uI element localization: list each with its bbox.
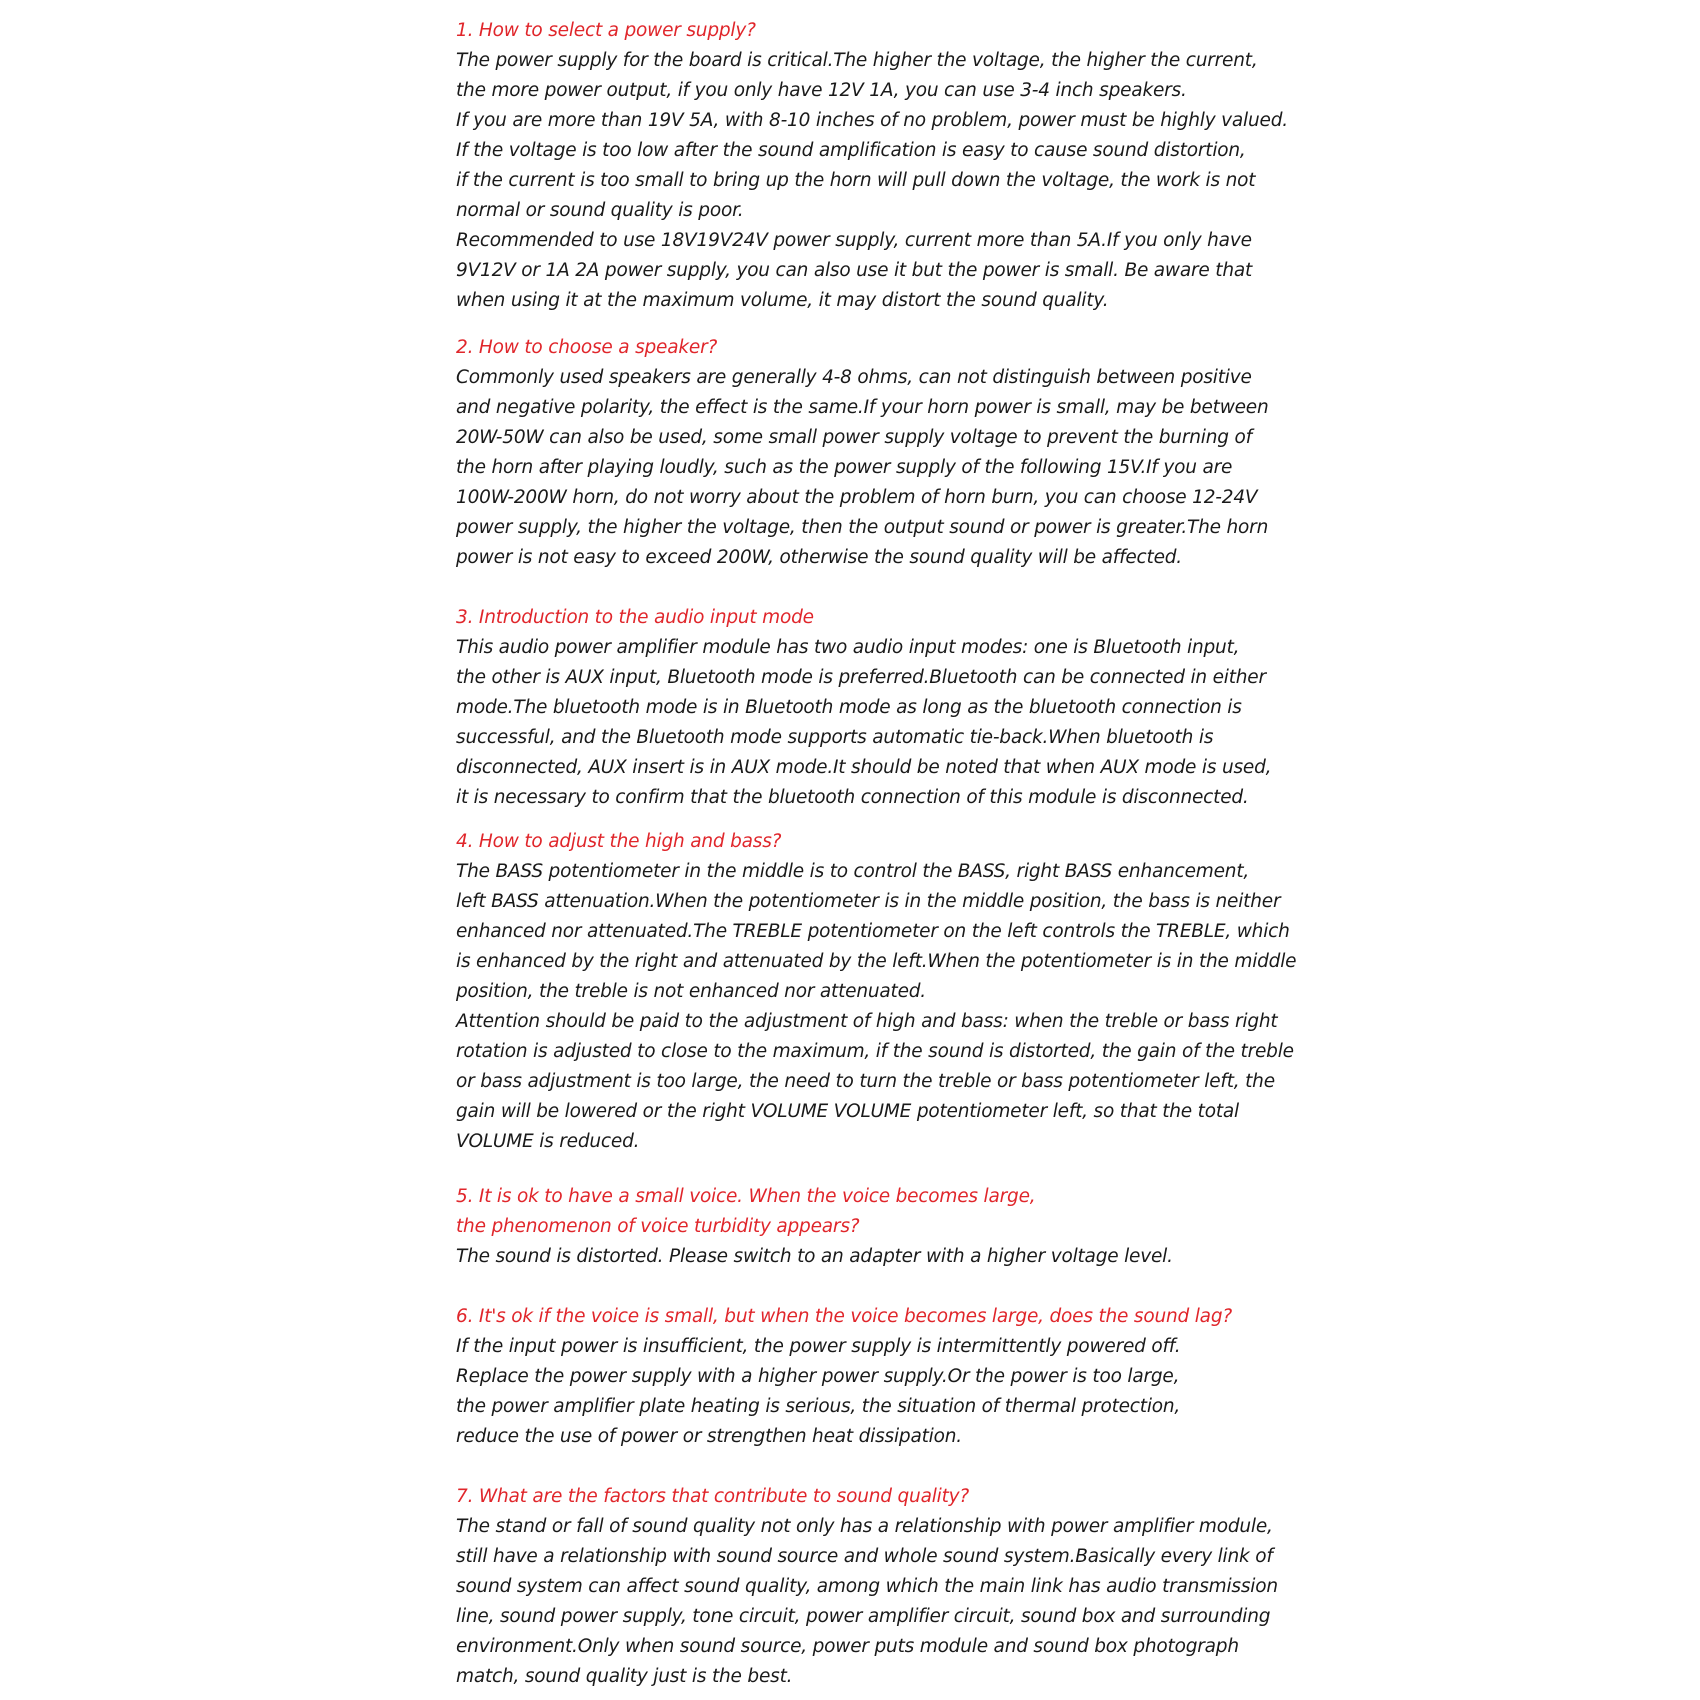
answer-line: power supply, the higher the voltage, then the output sound or power is greater.The horn xyxy=(456,517,1269,538)
answer-line: if the current is too small to bring up the horn will pull down the voltage, the work is not xyxy=(456,170,1256,191)
answer-line: VOLUME is reduced. xyxy=(456,1131,640,1152)
answer-line: normal or sound quality is poor. xyxy=(456,200,744,221)
answer-line: line, sound power supply, tone circuit, power amplifier circuit, sound box and surrounding xyxy=(456,1606,1271,1627)
answer-line: sound system can affect sound quality, among which the main link has audio transmission xyxy=(456,1576,1278,1597)
question-heading: 3. Introduction to the audio input mode xyxy=(456,607,814,628)
answer-line: still have a relationship with sound source and whole sound system.Basically every link of xyxy=(456,1546,1273,1567)
question-heading: 5. It is ok to have a small voice. When the voice becomes large, xyxy=(456,1186,1036,1207)
answer-line: Replace the power supply with a higher power supply.Or the power is too large, xyxy=(456,1366,1180,1387)
answer-line: The power supply for the board is critical.The higher the voltage, the higher the current, xyxy=(456,50,1258,71)
faq-section-sound-quality xyxy=(456,1482,1276,1692)
answer-line: Commonly used speakers are generally 4-8 ohms, can not distinguish between positive xyxy=(456,367,1252,388)
question-heading: 1. How to select a power supply? xyxy=(456,20,756,41)
answer-line: If the input power is insufficient, the power supply is intermittently powered off. xyxy=(456,1336,1181,1357)
answer-line: This audio power amplifier module has two audio input modes: one is Bluetooth input, xyxy=(456,637,1240,658)
answer-line: gain will be lowered or the right VOLUME VOLUME potentiometer left, so that the total xyxy=(456,1101,1239,1122)
answer-line: the power amplifier plate heating is serious, the situation of thermal protection, xyxy=(456,1396,1181,1417)
answer-line: match, sound quality just is the best. xyxy=(456,1666,793,1687)
answer-line: enhanced nor attenuated.The TREBLE potentiometer on the left controls the TREBLE, which xyxy=(456,921,1290,942)
answer-line: and negative polarity, the effect is the same.If your horn power is small, may be between xyxy=(456,397,1269,418)
answer-line: is enhanced by the right and attenuated by the left.When the potentiometer is in the middle xyxy=(456,951,1297,972)
faq-section-sound-lag xyxy=(456,1302,1276,1452)
answer-line: The sound is distorted. Please switch to an adapter with a higher voltage level. xyxy=(456,1246,1173,1267)
answer-line: position, the treble is not enhanced nor attenuated. xyxy=(456,981,926,1002)
answer-line: disconnected, AUX insert is in AUX mode.It should be noted that when AUX mode is used, xyxy=(456,757,1272,778)
answer-line: the horn after playing loudly, such as the power supply of the following 15V.If you are xyxy=(456,457,1233,478)
answer-line: 100W-200W horn, do not worry about the problem of horn burn, you can choose 12-24V xyxy=(456,487,1258,508)
answer-line: rotation is adjusted to close to the maximum, if the sound is distorted, the gain of the treble xyxy=(456,1041,1294,1062)
answer-line: the other is AUX input, Bluetooth mode is preferred.Bluetooth can be connected in either xyxy=(456,667,1266,688)
answer-line: the more power output, if you only have 12V 1A, you can use 3-4 inch speakers. xyxy=(456,80,1187,101)
answer-line: Recommended to use 18V19V24V power supply, current more than 5A.If you only have xyxy=(456,230,1252,251)
answer-line: left BASS attenuation.When the potentiometer is in the middle position, the bass is neither xyxy=(456,891,1281,912)
answer-line: 20W-50W can also be used, some small power supply voltage to prevent the burning of xyxy=(456,427,1252,448)
faq-section-input-mode xyxy=(456,603,1276,813)
question-heading: 2. How to choose a speaker? xyxy=(456,337,718,358)
question-heading: the phenomenon of voice turbidity appears? xyxy=(456,1216,860,1237)
answer-line: If the voltage is too low after the sound amplification is easy to cause sound distortion, xyxy=(456,140,1246,161)
answer-line: it is necessary to confirm that the bluetooth connection of this module is disconnected. xyxy=(456,787,1249,808)
answer-line: when using it at the maximum volume, it may distort the sound quality. xyxy=(456,290,1109,311)
faq-section-speaker xyxy=(456,333,1276,573)
answer-line: or bass adjustment is too large, the need to turn the treble or bass potentiometer left, the xyxy=(456,1071,1275,1092)
answer-line: 9V12V or 1A 2A power supply, you can also use it but the power is small. Be aware that xyxy=(456,260,1253,281)
answer-line: Attention should be paid to the adjustment of high and bass: when the treble or bass right xyxy=(456,1011,1278,1032)
answer-line: environment.Only when sound source, power puts module and sound box photograph xyxy=(456,1636,1239,1657)
faq-section-voice-turbidity xyxy=(456,1182,1276,1272)
answer-line: The BASS potentiometer in the middle is to control the BASS, right BASS enhancement, xyxy=(456,861,1250,882)
answer-line: If you are more than 19V 5A, with 8-10 inches of no problem, power must be highly valued. xyxy=(456,110,1288,131)
faq-section-high-bass xyxy=(456,827,1297,1157)
answer-line: mode.The bluetooth mode is in Bluetooth mode as long as the bluetooth connection is xyxy=(456,697,1242,718)
question-heading: 4. How to adjust the high and bass? xyxy=(456,831,782,852)
question-heading: 6. It's ok if the voice is small, but when the voice becomes large, does the sound lag? xyxy=(456,1306,1232,1327)
answer-line: successful, and the Bluetooth mode supports automatic tie-back.When bluetooth is xyxy=(456,727,1214,748)
answer-line: The stand or fall of sound quality not only has a relationship with power amplifier module, xyxy=(456,1516,1273,1537)
question-heading: 7. What are the factors that contribute to sound quality? xyxy=(456,1486,970,1507)
faq-section-power-supply xyxy=(456,16,1288,316)
answer-line: reduce the use of power or strengthen heat dissipation. xyxy=(456,1426,962,1447)
answer-line: power is not easy to exceed 200W, otherwise the sound quality will be affected. xyxy=(456,547,1182,568)
faq-document xyxy=(456,16,1297,1692)
